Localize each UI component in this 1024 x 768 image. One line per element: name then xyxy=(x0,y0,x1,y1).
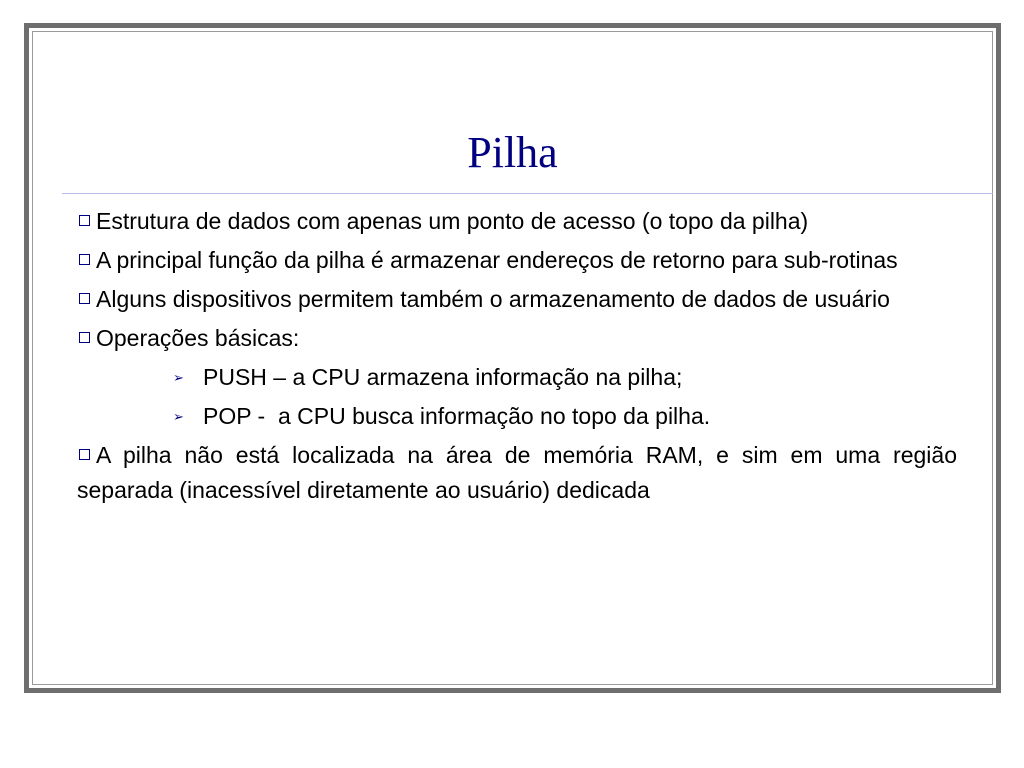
bullet-text: Alguns dispositivos permitem também o armazenamento de dados de usuário xyxy=(96,286,890,312)
subbullet-item xyxy=(77,399,957,434)
slide-title: Pilha xyxy=(467,128,558,177)
arrow-bullet-icon: ➢ xyxy=(173,370,184,385)
arrow-bullet-icon: ➢ xyxy=(173,409,184,424)
bullet-item xyxy=(77,282,957,317)
title-divider xyxy=(62,193,993,194)
bullet-item xyxy=(77,243,957,278)
bullet-item xyxy=(77,438,957,508)
bullet-text: Operações básicas: xyxy=(96,325,300,351)
subbullet-text: POP - a CPU busca informação no topo da pilha. xyxy=(203,403,711,429)
bullet-text: Estrutura de dados com apenas um ponto de acesso (o topo da pilha) xyxy=(96,208,809,234)
subbullet-text: PUSH – a CPU armazena informação na pilha; xyxy=(203,364,683,390)
bullet-text: A pilha não está localizada na área de memória RAM, e sim em uma região separada (inacessível diretamente ao usuário) dedicada xyxy=(77,442,957,503)
square-bullet-icon xyxy=(79,449,90,460)
bullet-item xyxy=(77,204,957,239)
square-bullet-icon xyxy=(79,293,90,304)
bullet-item xyxy=(77,321,957,356)
square-bullet-icon xyxy=(79,215,90,226)
square-bullet-icon xyxy=(79,254,90,265)
subbullet-item xyxy=(77,360,957,395)
square-bullet-icon xyxy=(79,332,90,343)
bullet-text: A principal função da pilha é armazenar endereços de retorno para sub-rotinas xyxy=(96,247,898,273)
slide-body xyxy=(77,204,957,512)
slide-frame xyxy=(24,23,1001,693)
